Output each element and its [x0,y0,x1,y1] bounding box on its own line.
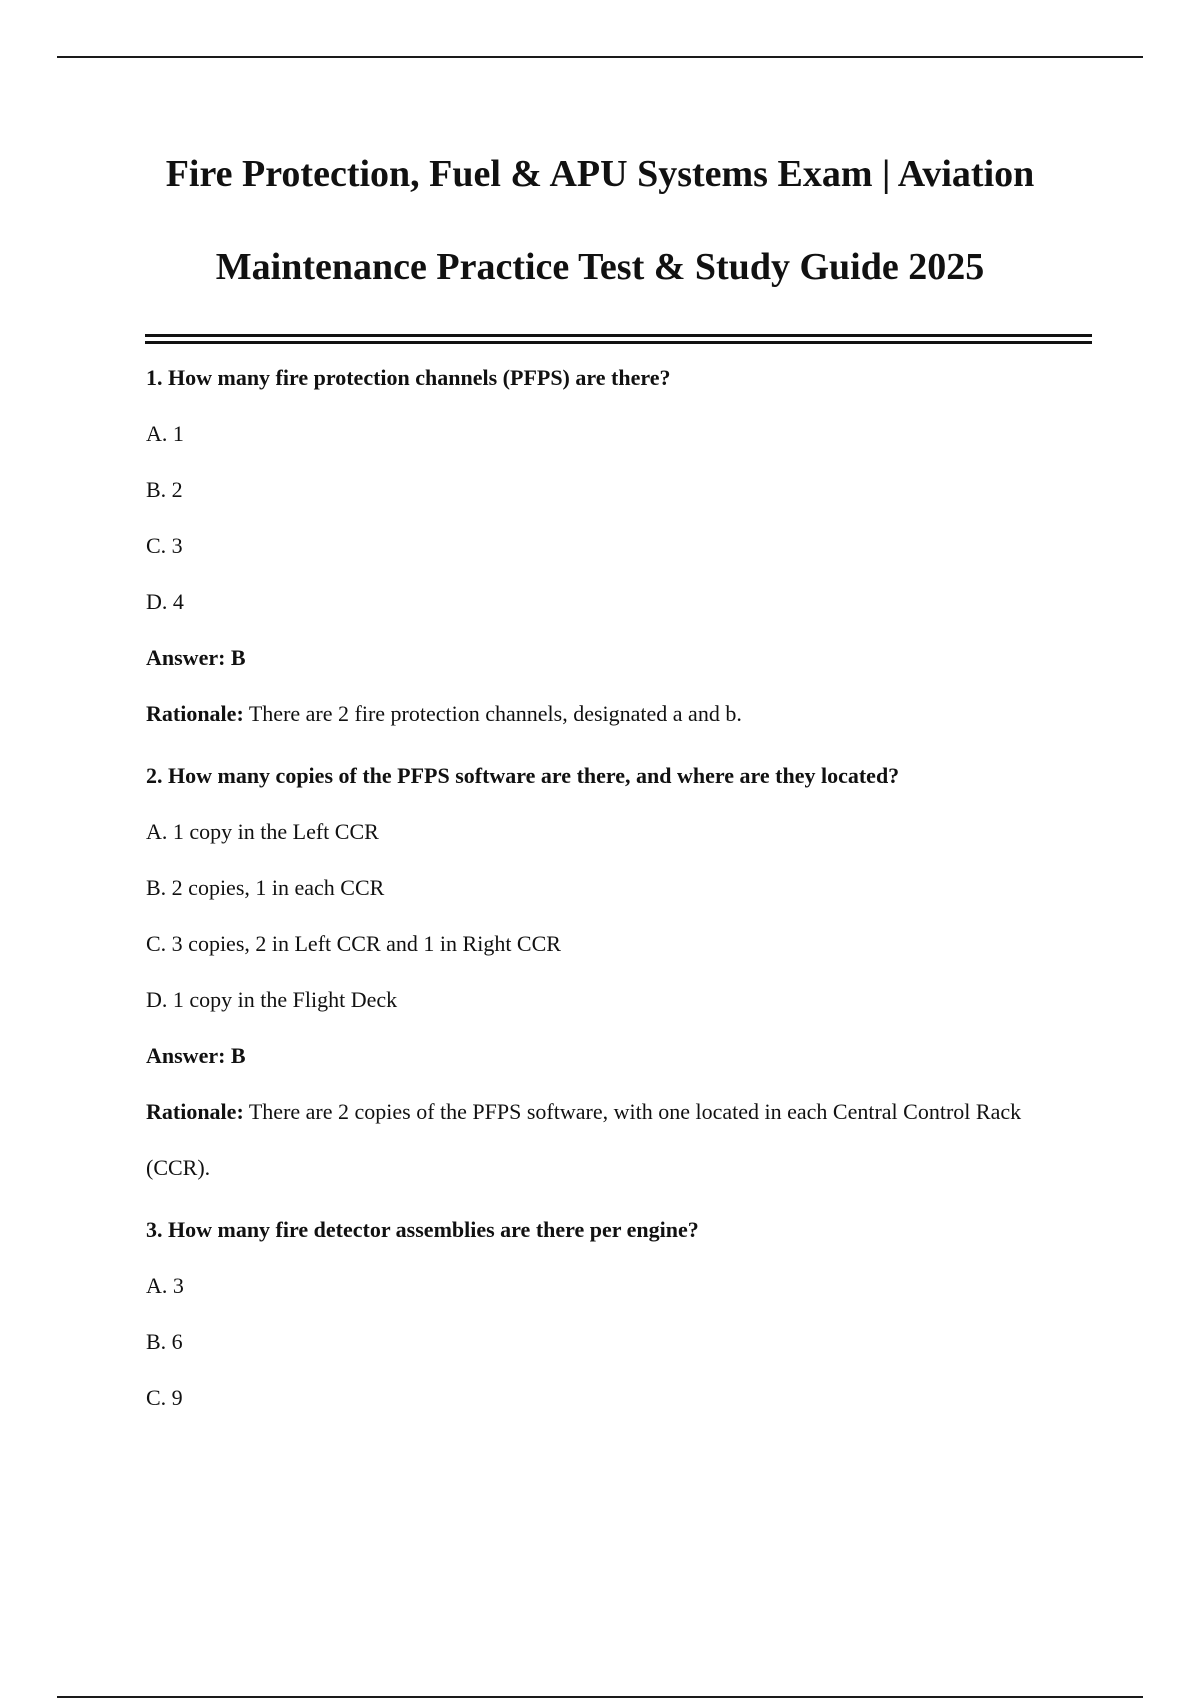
option-b: B. 2 copies, 1 in each CCR [146,875,385,900]
question-text: 2. How many copies of the PFPS software are there, and where are they located? [146,763,900,788]
page-top-rule [57,56,1143,58]
rationale [146,686,1076,742]
rationale-label: Rationale: [146,701,244,726]
rationale-text: There are 2 fire protection channels, designated a and b. [243,701,742,726]
option-a: A. 1 copy in the Left CCR [146,819,379,844]
question-text: 3. How many fire detector assemblies are there per engine? [146,1217,699,1242]
rationale-text: There are 2 copies of the PFPS software, with one located in each Central Control Rack (CCR). [146,1099,1022,1180]
rationale [146,1084,1076,1196]
option-c: C. 3 copies, 2 in Left CCR and 1 in Right CCR [146,931,561,956]
option-d: D. 1 copy in the Flight Deck [146,987,398,1012]
option-d: D. 4 [146,589,184,614]
question-list [146,360,1076,1436]
answer-line: Answer: B [146,1043,246,1068]
document-title [120,128,1080,314]
title-line-1: Fire Protection, Fuel & APU Systems Exam | Aviation [165,153,1035,195]
question-block-2 [146,758,1076,1196]
rationale-label: Rationale: [146,1099,244,1124]
question-block-3 [146,1212,1076,1416]
title-line-2: Maintenance Practice Test & Study Guide 2025 [215,246,985,288]
option-a: A. 3 [146,1273,184,1298]
option-c: C. 9 [146,1385,183,1410]
option-b: B. 6 [146,1329,183,1354]
title-double-rule [145,334,1092,344]
option-c: C. 3 [146,533,183,558]
answer-line: Answer: B [146,645,246,670]
page-bottom-rule [57,1696,1143,1698]
question-block-1 [146,360,1076,742]
option-a: A. 1 [146,421,184,446]
question-text: 1. How many fire protection channels (PFPS) are there? [146,365,671,390]
option-b: B. 2 [146,477,183,502]
